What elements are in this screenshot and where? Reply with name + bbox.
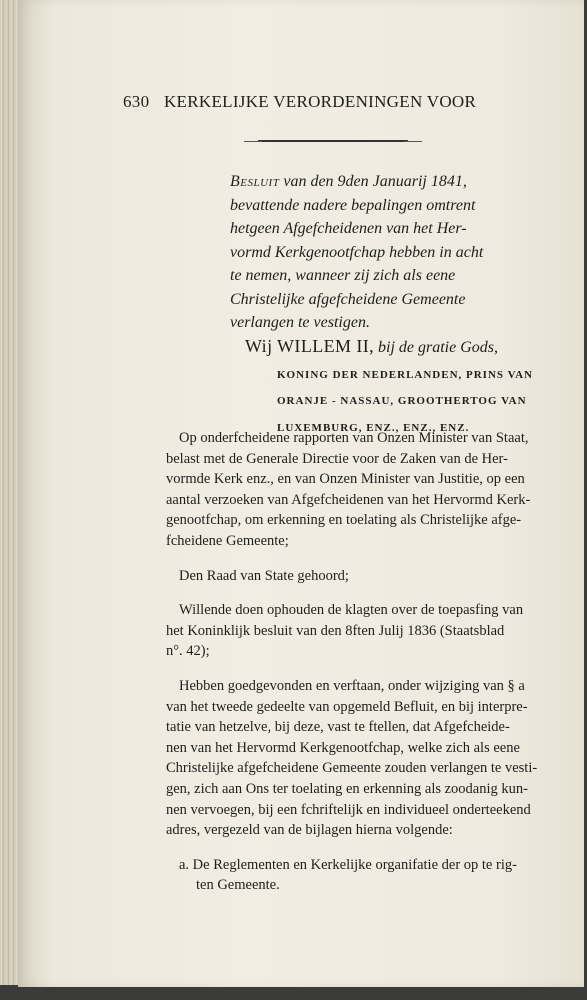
text-line: van het tweede gedeelte van opgemeld Befluit, en bij interpre- <box>166 698 528 715</box>
text-line: fcheidene Gemeente; <box>166 532 289 549</box>
royal-name: Wij WILLEM II, <box>245 336 375 356</box>
text-line: vormde Kerk enz., en van Onzen Minister van Justitie, op een <box>166 471 525 488</box>
text-line: genootfchap, om erkenning en toelating als Christelijke afge- <box>166 512 522 529</box>
text-line: Hebben goedgevonden en verftaan, onder wijziging van § a <box>179 677 525 694</box>
decree-lead-word: Besluit <box>230 173 280 190</box>
decree-heading-line: bevattende nadere bepalingen omtrent <box>230 196 476 214</box>
text-line: belast met de Generale Directie voor de Zaken van de Her- <box>166 450 508 467</box>
royal-title-line: ORANJE - NASSAU, GROOTHERTOG VAN <box>277 395 527 407</box>
paragraph <box>166 600 564 662</box>
paragraph <box>166 855 564 896</box>
text-line: a. De Reglementen en Kerkelijke organifatie der op te rig- <box>179 856 517 873</box>
text-line: het Koninklijk besluit van den 8ften Julij 1836 (Staatsblad <box>166 622 505 639</box>
text-line: nen van het Hervormd Kerkgenootfchap, welke zich als eene <box>166 739 520 756</box>
paragraph <box>166 566 564 587</box>
text-line: nen vervoegen, bij een fchriftelijk en individueel onderteekend <box>166 801 531 818</box>
paragraph <box>166 428 564 552</box>
decree-heading-line: Christelijke afgefcheidene Gemeente <box>230 290 466 308</box>
royal-title-line: LUXEMBURG, ENZ., ENZ., ENZ. <box>277 421 470 434</box>
decree-body <box>166 428 564 896</box>
page-number: 630 <box>123 92 150 111</box>
text-line: adres, vergezeld van de bijlagen hierna volgende: <box>166 822 453 839</box>
royal-name-line <box>245 333 563 362</box>
decree-heading-line: vormd Kerkgenootfchap hebben in acht <box>230 243 484 261</box>
decorative-rule <box>258 140 408 142</box>
decree-heading-line: hetgeen Afgefcheidenen van het Her- <box>230 220 467 237</box>
royal-preamble <box>245 333 563 441</box>
text-line: Den Raad van State gehoord; <box>179 567 349 584</box>
text-line: ten Gemeente. <box>196 877 280 894</box>
decree-heading-line: Besluit van den 9den Januarij 1841, <box>230 173 467 190</box>
paragraph <box>166 676 564 841</box>
text-line: Op onderfcheidene rapporten van Onzen Minister van Staat, <box>179 430 529 446</box>
decree-heading-line: te nemen, wanneer zij zich als eene <box>230 267 456 284</box>
text-line: tatie van hetzelve, bij deze, vast te ftellen, dat Afgefcheide- <box>166 719 510 736</box>
royal-title-line: KONING DER NEDERLANDEN, PRINS VAN <box>277 368 533 381</box>
text-line: aantal verzoeken van Afgefcheidenen van het Hervormd Kerk- <box>166 491 531 508</box>
decree-heading <box>230 170 558 335</box>
running-title: KERKELIJKE VERORDENINGEN VOOR <box>163 92 477 111</box>
text-line: gen, zich aan Ons ter toelating en erkenning als zoodanig kun- <box>166 780 528 797</box>
decree-heading-line: verlangen te vestigen. <box>230 314 370 331</box>
royal-grace: bij de gratie Gods, <box>374 339 499 356</box>
text-line: Willende doen ophouden de klagten over de toepasfing van <box>179 602 524 619</box>
text-line: Christelijke afgefcheidene Gemeente zouden verlangen te vesti- <box>166 760 538 777</box>
book-page <box>18 0 584 987</box>
text-line: n°. 42); <box>166 643 210 660</box>
running-header <box>123 92 503 112</box>
